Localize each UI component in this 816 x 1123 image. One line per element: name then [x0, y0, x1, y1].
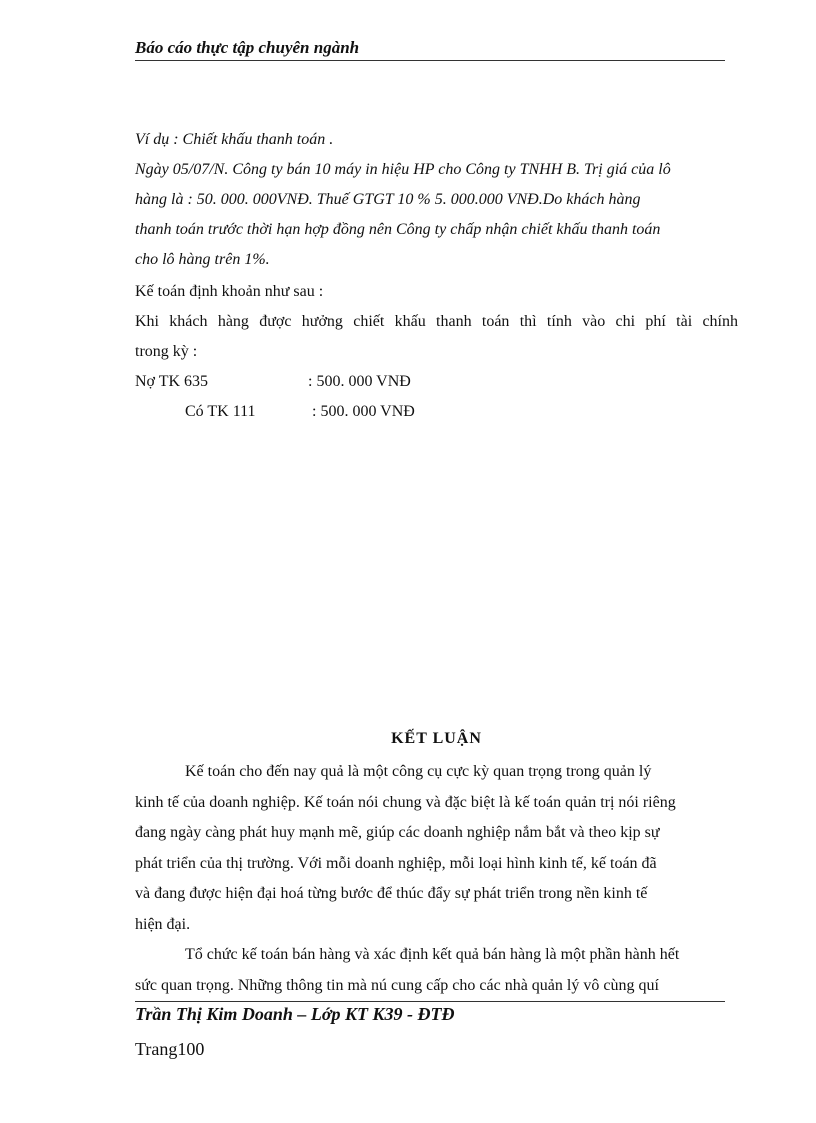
example-line: hàng là : 50. 000. 000VNĐ. Thuế GTGT 10 % 5. 000.000 VNĐ.Do khách hàng [135, 191, 641, 208]
credit-amount: : 500. 000 VNĐ [312, 403, 415, 420]
accounting-text-line: trong kỳ : [135, 343, 198, 360]
conclusion-heading: KẾT LUẬN [391, 730, 482, 747]
conclusion-body [135, 757, 738, 1001]
conclusion-line: kinh tế của doanh nghiệp. Kế toán nói chung và đặc biệt là kế toán quản trị nói riêng [135, 793, 676, 811]
example-line: Ví dụ : Chiết khấu thanh toán . [135, 131, 334, 148]
accounting-intro: Kế toán định khoản như sau : [135, 283, 324, 300]
conclusion-line: và đang được hiện đại hoá từng bước để thúc đẩy sự phát triển trong nền kinh tế [135, 885, 648, 902]
conclusion-line: hiện đại. [135, 915, 191, 933]
accounting-text-line: Khi khách hàng được hưởng chiết khấu thanh toán thì tính vào chi phí tài chính [135, 313, 738, 330]
footer-divider [135, 1001, 725, 1002]
example-line: cho lô hàng trên 1%. [135, 251, 270, 268]
example-line: Ngày 05/07/N. Công ty bán 10 máy in hiệu HP cho Công ty TNHH B. Trị giá của lô [135, 161, 671, 178]
footer-author: Trần Thị Kim Doanh – Lớp KT K39 - ĐTĐ [135, 1004, 455, 1024]
accounting-section [135, 277, 738, 427]
debit-account: Nợ TK 635 [135, 373, 209, 390]
conclusion-line: Tổ chức kế toán bán hàng và xác định kết quả bán hàng là một phần hành hết [185, 946, 680, 963]
header-title: Báo cáo thực tập chuyên ngành [135, 38, 725, 61]
debit-amount: : 500. 000 VNĐ [308, 373, 411, 390]
conclusion-line: phát triển của thị trường. Với mỗi doanh nghiệp, mỗi loại hình kinh tế, kế toán đã [135, 854, 657, 872]
credit-entry [135, 397, 738, 427]
page-number: Trang100 [135, 1039, 205, 1059]
example-section [135, 125, 738, 275]
conclusion-line: Kế toán cho đến nay quả là một công cụ cực kỳ quan trọng trong quản lý [185, 763, 652, 780]
example-line: thanh toán trước thời hạn hợp đồng nên Công ty chấp nhận chiết khấu thanh toán [135, 221, 661, 238]
debit-entry [135, 367, 738, 397]
conclusion-line: đang ngày càng phát huy mạnh mẽ, giúp các doanh nghiệp nắm bắt và theo kịp sự [135, 824, 660, 841]
credit-account: Có TK 111 [185, 403, 256, 420]
conclusion-line: sức quan trọng. Những thông tin mà nú cung cấp cho các nhà quản lý vô cùng quí [135, 976, 659, 994]
